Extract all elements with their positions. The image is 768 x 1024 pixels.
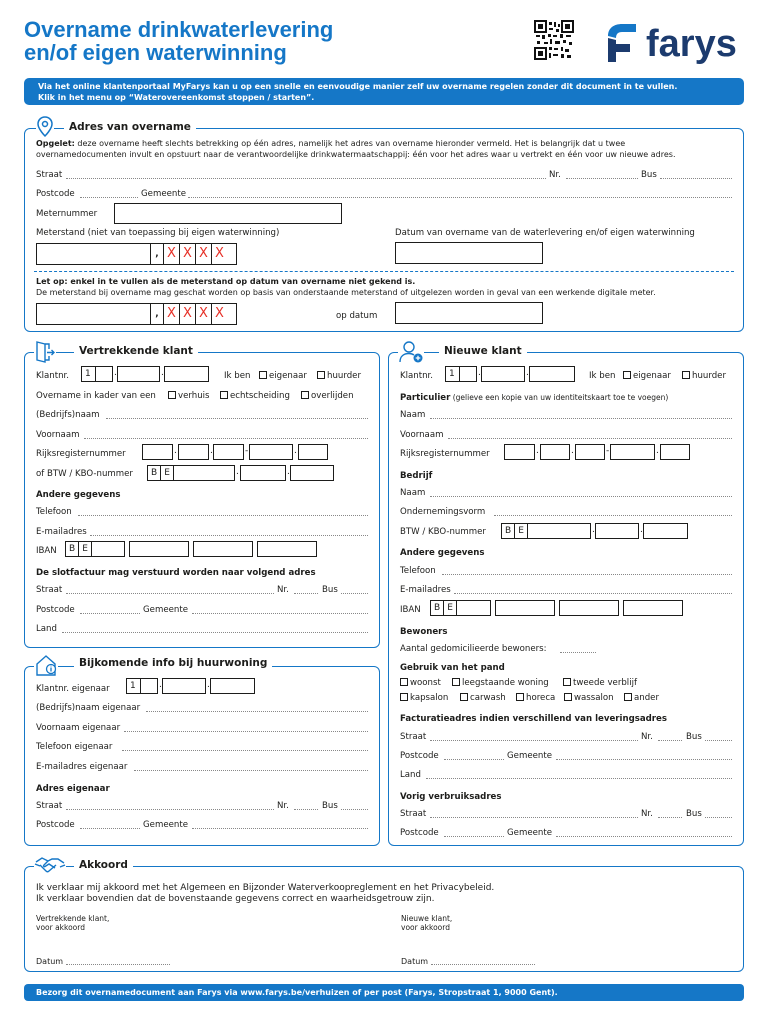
- factuur-postcode-label: Postcode: [400, 751, 439, 761]
- vertrek-bedrijfsnaam-input[interactable]: [106, 418, 368, 419]
- gemeente-label: Gemeente: [141, 189, 186, 199]
- gebruik-heading: Gebruik van het pand: [400, 663, 505, 673]
- vertrek-bus-label: Bus: [322, 585, 338, 595]
- verhuis-checkbox[interactable]: [168, 391, 176, 399]
- vertrek-iban-1[interactable]: B E: [65, 541, 125, 557]
- huur-gemeente-label: Gemeente: [143, 820, 188, 830]
- postcode-label: Postcode: [36, 189, 75, 199]
- op-datum-input[interactable]: [395, 302, 543, 324]
- echtscheiding-option[interactable]: echtscheiding: [220, 391, 290, 402]
- vertrek-nr-label: Nr.: [277, 585, 289, 595]
- farys-logo-icon: [604, 22, 640, 62]
- vertrek-gemeente-input[interactable]: [192, 613, 368, 614]
- factuur-straat-label: Straat: [400, 732, 427, 742]
- huur-email-label: E-mailadres eigenaar: [36, 762, 128, 772]
- nieuw-akkoord-label: Nieuwe klant, voor akkoord: [401, 914, 453, 932]
- page-title: Overname drinkwaterlevering en/of eigen waterwinning: [24, 17, 334, 65]
- huur-email-input[interactable]: [134, 770, 368, 771]
- wassalon-checkbox[interactable]: [564, 693, 572, 701]
- bus-label: Bus: [641, 170, 657, 180]
- vorig-gemeente-input[interactable]: [556, 836, 732, 837]
- farys-logo: farys: [604, 22, 746, 68]
- vertrek-voornaam-label: Voornaam: [36, 430, 80, 440]
- nieuw-bedrijf-naam-label: Naam: [400, 488, 426, 498]
- vertrek-btw-2[interactable]: [240, 465, 286, 481]
- nieuw-rr-2[interactable]: [540, 444, 570, 460]
- meterstand-estimate-x-4: X: [211, 304, 227, 324]
- nieuw-btw-3[interactable]: [643, 523, 688, 539]
- user-add-icon: [398, 340, 424, 364]
- huur-telefoon-input[interactable]: [122, 750, 368, 751]
- nieuw-btw-2[interactable]: [595, 523, 639, 539]
- tweede-verblijf-checkbox[interactable]: [563, 678, 571, 686]
- nieuw-telefoon-label: Telefoon: [400, 566, 436, 576]
- nieuw-email-label: E-mailadres: [400, 585, 451, 595]
- factuur-straat-input[interactable]: [430, 740, 638, 741]
- kapsalon-option[interactable]: kapsalon: [400, 693, 448, 704]
- factuur-bus-input[interactable]: [705, 740, 732, 741]
- horeca-option[interactable]: horeca: [516, 693, 555, 704]
- vertrek-postcode-label: Postcode: [36, 605, 75, 615]
- huur-voornaam-label: Voornaam eigenaar: [36, 723, 121, 733]
- myfarys-banner: Via het online klantenportaal MyFarys kan u op een snelle en eenvoudige manier zelf uw overname regelen zonder dit document in te vullen. Klik in het menu op “Waterovereenkomst stoppen / starten”.: [24, 78, 744, 105]
- vertrek-telefoon-input[interactable]: [78, 515, 368, 516]
- door-exit-icon: [34, 340, 56, 364]
- adres-title: Adres van overname: [64, 121, 196, 134]
- nieuw-rr-4[interactable]: [610, 444, 655, 460]
- kapsalon-checkbox[interactable]: [400, 693, 408, 701]
- nieuw-email-input[interactable]: [454, 593, 732, 594]
- vorig-heading: Vorig verbruiksadres: [400, 792, 502, 802]
- nieuw-naam-input[interactable]: [430, 418, 732, 419]
- huur-nr-label: Nr.: [277, 801, 289, 811]
- dashed-divider: [34, 271, 734, 272]
- vertrek-rr-2[interactable]: [178, 444, 209, 460]
- nieuw-klantnr-label: Klantnr.: [400, 371, 434, 381]
- vertrek-email-label: E-mailadres: [36, 527, 87, 537]
- overlijden-option[interactable]: overlijden: [301, 391, 354, 402]
- huur-telefoon-label: Telefoon eigenaar: [36, 742, 113, 752]
- meterstand-integer[interactable]: [37, 244, 151, 264]
- carwash-checkbox[interactable]: [460, 693, 468, 701]
- gemeente-input[interactable]: [188, 197, 732, 198]
- vertrek-akkoord-label: Vertrekkende klant, voor akkoord: [36, 914, 110, 932]
- akkoord-text: Ik verklaar mij akkoord met het Algemeen en Bijzonder Waterverkoopreglement en het Privacybeleid. Ik verklaar bovendien dat de bovenstaande gegevens correct en waarheidsgetrouw zijn.: [36, 883, 495, 904]
- nieuw-section: [388, 352, 744, 846]
- nieuw-ikben-label: Ik ben: [589, 371, 616, 381]
- nieuw-iban-3[interactable]: [559, 600, 619, 616]
- straat-label: Straat: [36, 170, 63, 180]
- nieuw-title: Nieuwe klant: [439, 345, 527, 358]
- factuur-nr-label: Nr.: [641, 732, 653, 742]
- meterstand-x-2: X: [179, 244, 195, 264]
- vertrek-klantnr-3[interactable]: [164, 366, 209, 382]
- nieuw-telefoon-input[interactable]: [442, 574, 732, 575]
- nieuw-eigenaar-checkbox[interactable]: [623, 371, 631, 379]
- huur-bedrijfsnaam-input[interactable]: [146, 711, 368, 712]
- vertrek-iban-4[interactable]: [257, 541, 317, 557]
- aantal-bewoners-label: Aantal gedomicilieerde bewoners:: [400, 644, 547, 654]
- factuur-postcode-input[interactable]: [444, 759, 504, 760]
- factuur-land-label: Land: [400, 770, 421, 780]
- huur-adres-heading: Adres eigenaar: [36, 784, 110, 794]
- vertrek-bus-input[interactable]: [341, 593, 368, 594]
- vertrek-telefoon-label: Telefoon: [36, 507, 72, 517]
- huur-klantnr-3[interactable]: [210, 678, 255, 694]
- vorig-nr-label: Nr.: [641, 809, 653, 819]
- nieuw-rr-5[interactable]: [660, 444, 690, 460]
- meterstand-comma: ,: [155, 249, 159, 259]
- huur-bus-input[interactable]: [341, 809, 368, 810]
- location-pin-icon: [36, 116, 54, 138]
- vorig-straat-label: Straat: [400, 809, 427, 819]
- meterstand-x-3: X: [195, 244, 211, 264]
- nieuw-klantnr-3[interactable]: [529, 366, 575, 382]
- nieuw-voornaam-input[interactable]: [448, 438, 732, 439]
- vertrek-rr-3[interactable]: [213, 444, 244, 460]
- vorig-postcode-input[interactable]: [444, 836, 504, 837]
- factuur-heading: Facturatieadres indien verschillend van leveringsadres: [400, 714, 667, 724]
- vertrek-ikben-label: Ik ben: [224, 371, 251, 381]
- datum-overname-label: Datum van overname van de waterlevering en/of eigen waterwinning: [395, 228, 695, 238]
- footer-banner: Bezorg dit overnamedocument aan Farys via www.farys.be/verhuizen of per post (Farys, Stropstraat 1, 9000 Gent).: [24, 984, 744, 1001]
- huur-nr-input[interactable]: [294, 809, 318, 810]
- vertrek-land-input[interactable]: [62, 632, 368, 633]
- huur-title: Bijkomende info bij huurwoning: [74, 657, 272, 670]
- meternummer-label: Meternummer: [36, 209, 98, 219]
- factuur-land-input[interactable]: [426, 778, 732, 779]
- house-info-icon: [34, 653, 58, 677]
- meterstand-estimate-input[interactable]: [36, 303, 237, 325]
- vertrek-klantnr-1[interactable]: 1: [81, 366, 113, 382]
- bewoners-heading: Bewoners: [400, 627, 448, 637]
- woonst-checkbox[interactable]: [400, 678, 408, 686]
- nieuw-klantnr-1[interactable]: 1: [445, 366, 477, 382]
- wassalon-option[interactable]: wassalon: [564, 693, 614, 704]
- huur-straat-input[interactable]: [66, 809, 274, 810]
- factuur-gemeente-label: Gemeente: [507, 751, 552, 761]
- huur-bedrijfsnaam-label: (Bedrijfs)naam eigenaar: [36, 703, 141, 713]
- nieuw-andere-heading: Andere gegevens: [400, 548, 485, 558]
- nieuw-datum-input[interactable]: [431, 964, 535, 965]
- slotfactuur-heading: De slotfactuur mag verstuurd worden naar volgend adres: [36, 568, 316, 578]
- huur-postcode-input[interactable]: [80, 828, 140, 829]
- nieuw-huurder-checkbox[interactable]: [682, 371, 690, 379]
- factuur-bus-label: Bus: [686, 732, 702, 742]
- nieuw-klantnr-2[interactable]: [481, 366, 525, 382]
- nieuw-rr-3[interactable]: [575, 444, 605, 460]
- vertrek-bedrijfsnaam-label: (Bedrijfs)naam: [36, 410, 100, 420]
- nieuw-huurder-option[interactable]: huurder: [682, 371, 726, 382]
- meternummer-input[interactable]: [114, 203, 342, 224]
- ondernemingsvorm-label: Ondernemingsvorm: [400, 507, 486, 517]
- vertrek-email-input[interactable]: [90, 535, 368, 536]
- nieuw-bedrijf-naam-input[interactable]: [430, 496, 732, 497]
- qr-code-icon: [534, 20, 574, 60]
- vorig-postcode-label: Postcode: [400, 828, 439, 838]
- akkoord-title: Akkoord: [74, 859, 133, 872]
- huur-klantnr-2[interactable]: [162, 678, 206, 694]
- huur-voornaam-input[interactable]: [124, 731, 368, 732]
- bedrijf-heading: Bedrijf: [400, 471, 433, 481]
- aantal-bewoners-input[interactable]: [560, 652, 596, 653]
- nieuw-iban-4[interactable]: [623, 600, 683, 616]
- meterstand-x-4: X: [211, 244, 227, 264]
- vertrek-huurder-option[interactable]: huurder: [317, 371, 361, 382]
- carwash-option[interactable]: carwash: [460, 693, 506, 704]
- vertrek-straat-label: Straat: [36, 585, 63, 595]
- vorig-straat-input[interactable]: [430, 817, 638, 818]
- vertrek-title: Vertrekkende klant: [74, 345, 198, 358]
- opgelet-text: Opgelet: deze overname heeft slechts betrekking op één adres, namelijk het adres van overname hieronder vermeld. Het is belangrijk dat u twee overnamedocumenten invult en opstuurt naar de verantwoordelijke drinkwatermaatschappij: één voor het adres waar u vertrekt en één voor uw nieuwe adres.: [36, 139, 676, 159]
- factuur-gemeente-input[interactable]: [556, 759, 732, 760]
- nieuw-rijksregister-label: Rijksregisternummer: [400, 449, 490, 459]
- bus-input[interactable]: [660, 178, 732, 179]
- vertrek-klantnr-label: Klantnr.: [36, 371, 70, 381]
- vertrek-btw-3[interactable]: [290, 465, 334, 481]
- vertrek-nr-input[interactable]: [294, 593, 318, 594]
- vertrek-gemeente-label: Gemeente: [143, 605, 188, 615]
- vertrek-datum-label: Datum: [36, 957, 64, 966]
- leegstaande-checkbox[interactable]: [452, 678, 460, 686]
- tweede-verblijf-option[interactable]: tweede verblijf: [563, 678, 637, 689]
- vertrek-eigenaar-option[interactable]: eigenaar: [259, 371, 307, 382]
- vertrek-iban-3[interactable]: [193, 541, 253, 557]
- postcode-input[interactable]: [80, 197, 138, 198]
- horeca-checkbox[interactable]: [516, 693, 524, 701]
- op-datum-label: op datum: [336, 311, 378, 321]
- nieuw-iban-1[interactable]: B E: [430, 600, 491, 616]
- woonst-option[interactable]: woonst: [400, 678, 441, 689]
- factuur-nr-input[interactable]: [658, 740, 682, 741]
- vertrek-rr-5[interactable]: [298, 444, 328, 460]
- huur-bus-label: Bus: [322, 801, 338, 811]
- vertrek-land-label: Land: [36, 624, 57, 634]
- ander-option[interactable]: ander: [624, 693, 659, 704]
- echtscheiding-checkbox[interactable]: [220, 391, 228, 399]
- overlijden-checkbox[interactable]: [301, 391, 309, 399]
- nieuw-voornaam-label: Voornaam: [400, 430, 444, 440]
- huur-klantnr-1[interactable]: 1: [126, 678, 158, 694]
- nieuw-rr-1[interactable]: [504, 444, 535, 460]
- vorig-gemeente-label: Gemeente: [507, 828, 552, 838]
- nieuw-eigenaar-option[interactable]: eigenaar: [623, 371, 671, 382]
- vertrek-andere-heading: Andere gegevens: [36, 490, 121, 500]
- nieuw-naam-label: Naam: [400, 410, 426, 420]
- nr-label: Nr.: [549, 170, 561, 180]
- vertrek-rijksregister-label: Rijksregisternummer: [36, 449, 126, 459]
- handshake-icon: [34, 853, 66, 877]
- akkoord-section: [24, 866, 744, 972]
- datum-overname-input[interactable]: [395, 242, 543, 264]
- particulier-heading: Particulier (gelieve een kopie van uw identiteitskaart toe te voegen): [400, 393, 669, 403]
- vorig-bus-input[interactable]: [705, 817, 732, 818]
- meterstand-estimate-x-3: X: [195, 304, 211, 324]
- nieuw-datum-label: Datum: [401, 957, 429, 966]
- vertrek-huurder-checkbox[interactable]: [317, 371, 325, 379]
- nieuw-iban-2[interactable]: [495, 600, 555, 616]
- vertrek-iban-2[interactable]: [129, 541, 189, 557]
- ander-checkbox[interactable]: [624, 693, 632, 701]
- vertrek-klantnr-2[interactable]: [117, 366, 160, 382]
- meterstand-input[interactable]: [36, 243, 237, 265]
- huur-klantnr-label: Klantnr. eigenaar: [36, 684, 110, 694]
- huur-gemeente-input[interactable]: [192, 828, 368, 829]
- overname-kader-label: Overname in kader van een: [36, 391, 156, 401]
- vertrek-datum-input[interactable]: [66, 964, 170, 965]
- vertrek-straat-input[interactable]: [66, 593, 274, 594]
- straat-input[interactable]: [66, 178, 546, 179]
- vertrek-rr-4[interactable]: [249, 444, 293, 460]
- vertrek-btw-1[interactable]: B E: [147, 465, 235, 481]
- letop-text: Let op: enkel in te vullen als de meterstand op datum van overname niet gekend is. De meterstand bij overname mag geschat worden op basis van onderstaande meterstand of uitgelezen worden in geval van een werkende digitale meter.: [36, 277, 656, 297]
- meterstand-x-1: X: [163, 244, 179, 264]
- vertrek-btw-label: of BTW / KBO-nummer: [36, 469, 133, 479]
- meterstand-estimate-integer[interactable]: [37, 304, 151, 324]
- meterstand-estimate-x-1: X: [163, 304, 179, 324]
- leegstaande-option[interactable]: leegstaande woning: [452, 678, 549, 689]
- vertrek-iban-label: IBAN: [36, 546, 57, 556]
- meterstand-estimate-comma: ,: [155, 309, 159, 319]
- vorig-bus-label: Bus: [686, 809, 702, 819]
- vertrek-eigenaar-checkbox[interactable]: [259, 371, 267, 379]
- meterstand-label: Meterstand (niet van toepassing bij eigen waterwinning): [36, 228, 280, 238]
- huur-postcode-label: Postcode: [36, 820, 75, 830]
- vertrek-rr-1[interactable]: [142, 444, 173, 460]
- vorig-nr-input[interactable]: [658, 817, 682, 818]
- meterstand-estimate-x-2: X: [179, 304, 195, 324]
- verhuis-option[interactable]: verhuis: [168, 391, 210, 402]
- nr-input[interactable]: [566, 178, 638, 179]
- vertrek-postcode-input[interactable]: [80, 613, 140, 614]
- vertrek-voornaam-input[interactable]: [84, 438, 368, 439]
- nieuw-btw-label: BTW / KBO-nummer: [400, 527, 486, 537]
- nieuw-iban-label: IBAN: [400, 605, 421, 615]
- nieuw-btw-1[interactable]: B E: [501, 523, 591, 539]
- ondernemingsvorm-input[interactable]: [494, 515, 732, 516]
- huur-straat-label: Straat: [36, 801, 63, 811]
